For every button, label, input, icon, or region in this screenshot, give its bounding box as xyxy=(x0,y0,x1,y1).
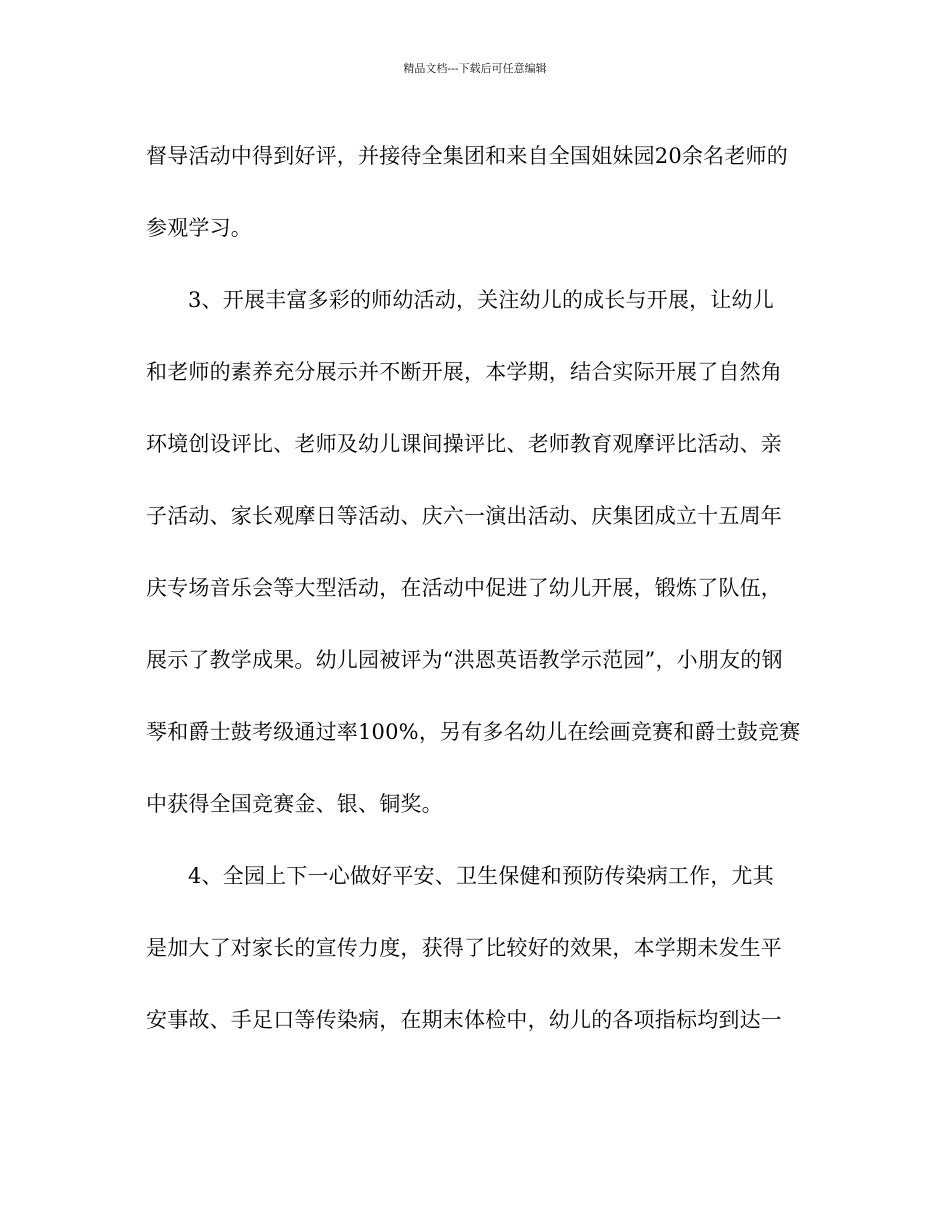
text-line: 3、开展丰富多彩的师幼活动，关注幼儿的成长与开展，让幼儿 xyxy=(188,288,774,312)
text-line: 子活动、家长观摩日等活动、庆六一演出活动、庆集团成立十五周年 xyxy=(146,504,782,528)
text-line: 安事故、手足口等传染病，在期末体检中，幼儿的各项指标均到达一 xyxy=(146,1008,782,1032)
text-line: 展示了教学成果。幼儿园被评为“洪恩英语教学示范园”，小朋友的钢 xyxy=(146,648,783,672)
text-line: 环境创设评比、老师及幼儿课间操评比、老师教育观摩评比活动、亲 xyxy=(146,432,782,456)
text-line: 是加大了对家长的宣传力度，获得了比较好的效果，本学期未发生平 xyxy=(146,936,782,960)
text-line: 和老师的素养充分展示并不断开展，本学期，结合实际开展了自然角 xyxy=(146,360,782,384)
page-header: 精品文档---下载后可任意编辑 xyxy=(403,62,547,75)
text-line: 4、全园上下一心做好平安、卫生保健和预防传染病工作，尤其 xyxy=(188,864,774,888)
text-line: 庆专场音乐会等大型活动，在活动中促进了幼儿开展，锻炼了队伍， xyxy=(146,576,782,600)
document-body xyxy=(146,135,811,1071)
text-line: 督导活动中得到好评，并接待全集团和来自全国姐妹园20余名老师的 xyxy=(146,144,788,168)
text-line: 琴和爵士鼓考级通过率100%，另有多名幼儿在绘画竞赛和爵士鼓竞赛 xyxy=(146,720,801,744)
text-line: 参观学习。 xyxy=(146,216,252,240)
text-line: 中获得全国竞赛金、银、铜奖。 xyxy=(146,792,443,816)
